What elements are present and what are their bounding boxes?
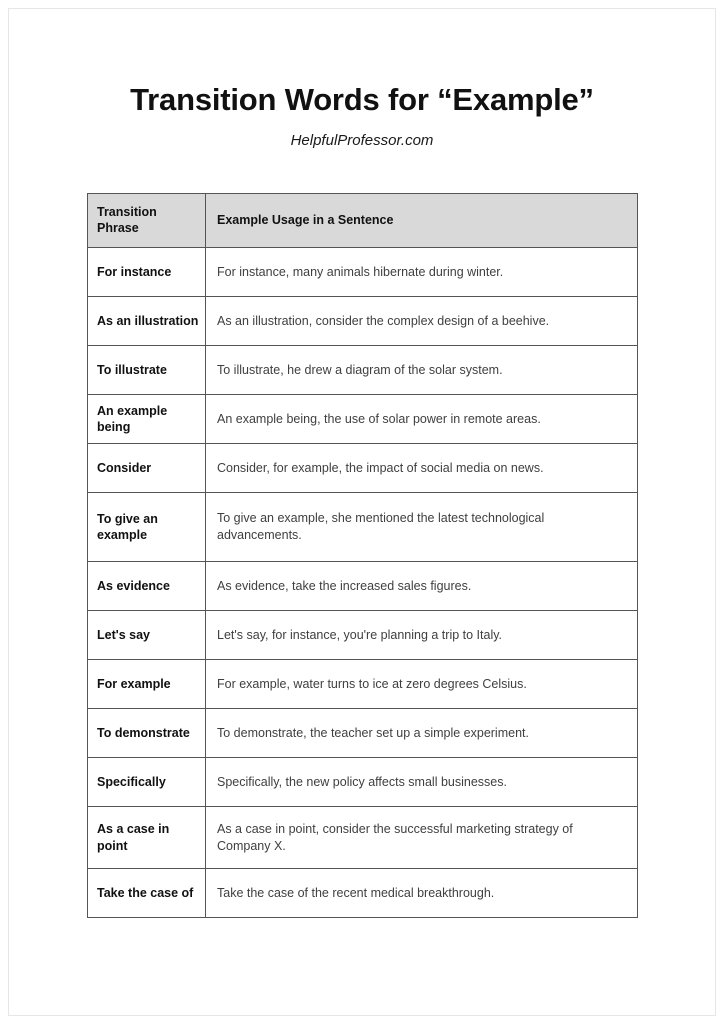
cell-example-usage: As a case in point, consider the successful marketing strategy of Company X. (206, 807, 638, 869)
table-head (88, 194, 638, 248)
cell-example-usage: An example being, the use of solar power in remote areas. (206, 395, 638, 444)
table-row (88, 611, 638, 660)
cell-example-usage: For instance, many animals hibernate during winter. (206, 248, 638, 297)
table-row (88, 248, 638, 297)
cell-example-usage: To give an example, she mentioned the latest technological advancements. (206, 493, 638, 562)
cell-example-usage: Consider, for example, the impact of social media on news. (206, 444, 638, 493)
transition-words-table (87, 193, 638, 918)
transition-words-table-wrapper (87, 193, 637, 918)
column-header-transition-phrase: Transition Phrase (88, 194, 206, 248)
cell-transition-phrase: As an illustration (88, 297, 206, 346)
table-row (88, 297, 638, 346)
cell-transition-phrase: Take the case of (88, 869, 206, 918)
cell-example-usage: Let's say, for instance, you're planning a trip to Italy. (206, 611, 638, 660)
cell-example-usage: Specifically, the new policy affects small businesses. (206, 758, 638, 807)
document-content (0, 0, 724, 149)
cell-transition-phrase: To give an example (88, 493, 206, 562)
table-row (88, 758, 638, 807)
table-row (88, 493, 638, 562)
cell-example-usage: Take the case of the recent medical breakthrough. (206, 869, 638, 918)
cell-transition-phrase: For example (88, 660, 206, 709)
cell-transition-phrase: To illustrate (88, 346, 206, 395)
cell-example-usage: As evidence, take the increased sales figures. (206, 562, 638, 611)
table-row (88, 709, 638, 758)
table-row (88, 869, 638, 918)
page-subtitle: HelpfulProfessor.com (290, 131, 434, 149)
cell-example-usage: As an illustration, consider the complex design of a beehive. (206, 297, 638, 346)
cell-example-usage: To illustrate, he drew a diagram of the solar system. (206, 346, 638, 395)
table-row (88, 660, 638, 709)
table-row (88, 346, 638, 395)
table-header-row (88, 194, 638, 248)
page-title: Transition Words for “Example” (130, 82, 594, 117)
cell-transition-phrase: Let's say (88, 611, 206, 660)
cell-example-usage: To demonstrate, the teacher set up a simple experiment. (206, 709, 638, 758)
table-body (88, 248, 638, 918)
cell-transition-phrase: For instance (88, 248, 206, 297)
cell-transition-phrase: An example being (88, 395, 206, 444)
table-row (88, 444, 638, 493)
column-header-example-usage: Example Usage in a Sentence (206, 194, 638, 248)
cell-transition-phrase: As a case in point (88, 807, 206, 869)
table-row (88, 807, 638, 869)
table-row (88, 562, 638, 611)
cell-transition-phrase: Consider (88, 444, 206, 493)
table-row (88, 395, 638, 444)
cell-transition-phrase: To demonstrate (88, 709, 206, 758)
cell-transition-phrase: As evidence (88, 562, 206, 611)
cell-example-usage: For example, water turns to ice at zero degrees Celsius. (206, 660, 638, 709)
cell-transition-phrase: Specifically (88, 758, 206, 807)
